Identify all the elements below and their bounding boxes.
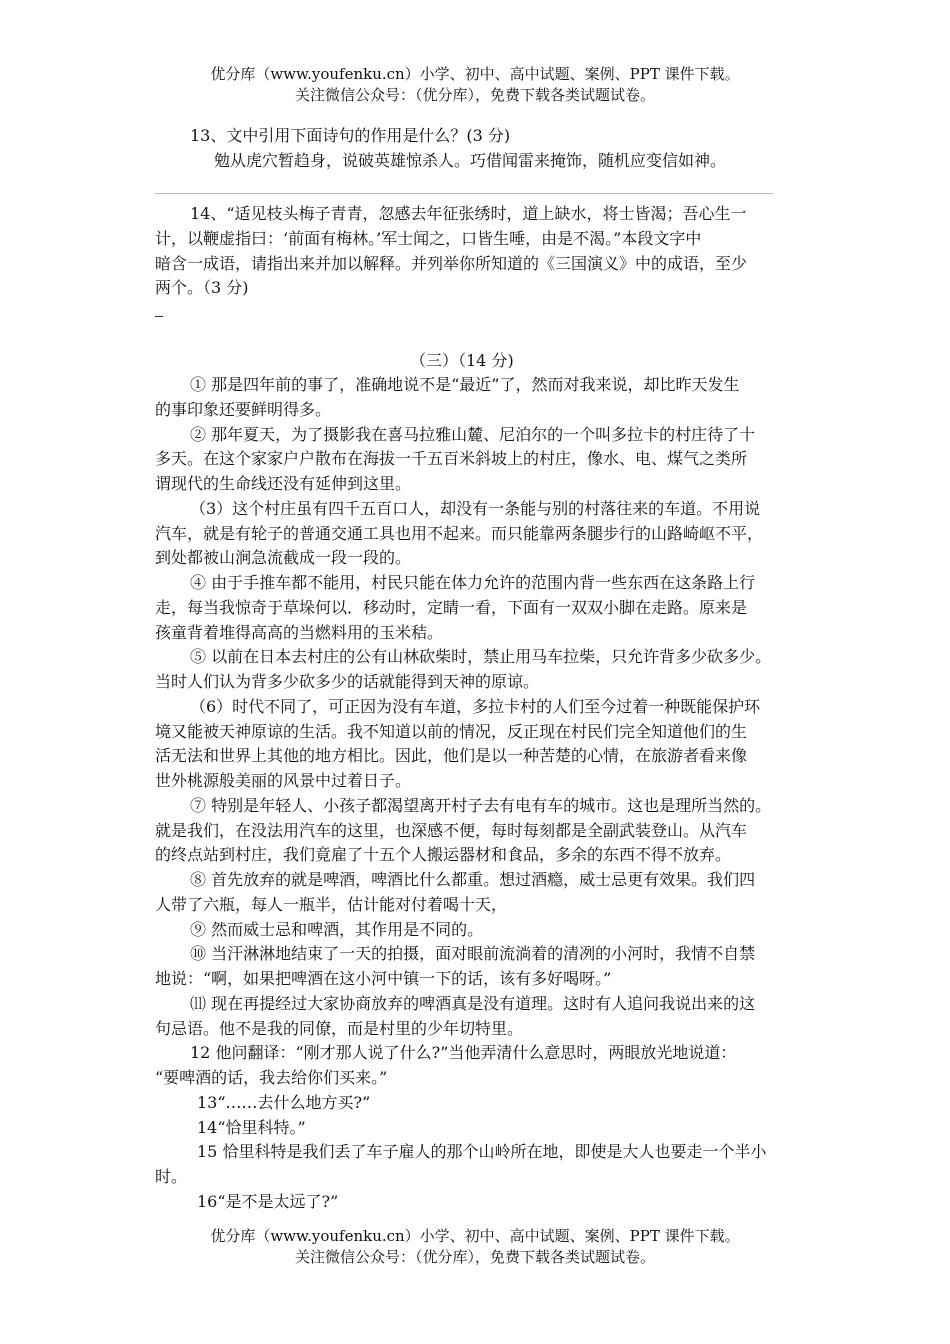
passage-line: 孩童背着堆得高高的当燃料用的玉米秸。 <box>155 623 444 642</box>
passage-line: 12 他问翻译：“刚才那人说了什么?”当他弄清什么意思时，两眼放光地说道： <box>190 1043 737 1062</box>
q14-line: 暗含一成语，请指出来并加以解释。并列举你所知道的《三国演义》中的成语，至少 <box>155 254 748 273</box>
passage-line: 谓现代的生命线还没有延伸到这里。 <box>155 474 412 493</box>
answer-blank-mark <box>155 316 163 317</box>
section3-title: （三）（14 分) <box>410 351 514 370</box>
passage-line: ⑨ 然而威士忌和啤酒，其作用是不同的。 <box>190 920 484 939</box>
passage-line: ② 那年夏天，为了摄影我在喜马拉雅山麓、尼泊尔的一个叫多拉卡的村庄待了十 <box>190 425 756 444</box>
passage-line: 的终点站到村庄，我们竟雇了十五个人搬运器材和食品，多余的东西不得不放弃。 <box>155 845 732 864</box>
passage-line: 境又能被天神原谅的生活。我不知道以前的情况，反正现在村民们完全知道他们的生 <box>155 722 748 741</box>
q14-line: 计，以鞭虚指曰：‘前面有梅林。’军士闻之，口皆生唾，由是不渴。”本段文字中 <box>155 229 702 248</box>
header-line-1: 优分库（www.youfenku.cn）小学、初中、高中试题、案例、PPT 课件下载。 <box>210 65 740 83</box>
passage-line: 句忌语。他不是我的同僚，而是村里的少年切特里。 <box>155 1019 524 1038</box>
passage-line: 16“是不是太远了?” <box>197 1192 339 1211</box>
passage-line: 时。 <box>155 1167 188 1186</box>
footer-line-1: 优分库（www.youfenku.cn）小学、初中、高中试题、案例、PPT 课件下载。 <box>210 1227 740 1245</box>
passage-line: ④ 由于手推车都不能用，村民只能在体力允许的范围内背一些东西在这条路上行 <box>190 573 756 592</box>
header-line-2: 关注微信公众号：（优分库），免费下载各类试题试卷。 <box>294 86 655 104</box>
passage-line: ① 那是四年前的事了，准确地说不是“最近”了，然而对我来说，却比昨天发生 <box>190 375 740 394</box>
passage-line: ⑧ 首先放弃的就是啤酒，啤酒比什么都重。想过酒瘾，威士忌更有效果。我们四 <box>190 870 756 889</box>
page-header <box>0 64 950 106</box>
passage-line: 就是我们，在没法用汽车的这里，也深感不便，每时每刻都是全副武装登山。从汽车 <box>155 821 748 840</box>
passage-line: 汽车，就是有轮子的普通交通工具也用不起来。而只能靠两条腿步行的山路崎岖不平， <box>155 524 764 543</box>
passage-line: 走，每当我惊奇于草垛何以．移动时，定睛一看，下面有一双双小脚在走路。原来是 <box>155 598 748 617</box>
q14-line: 14、“适见枝头梅子青青，忽感去年征张绣时，道上缺水，将士皆渴；吾心生一 <box>190 204 747 223</box>
passage-line: 当时人们认为背多少砍多少的话就能得到天神的原谅。 <box>155 672 540 691</box>
page-footer <box>0 1226 950 1268</box>
q13-poem: 勉从虎穴暂趋身，说破英雄惊杀人。巧借闻雷来掩饰，随机应变信如神。 <box>214 151 727 170</box>
passage-line: “要啤酒的话，我去给你们买来。” <box>155 1068 388 1087</box>
passage-line: （6）时代不同了，可正因为没有车道，多拉卡村的人们至今过着一种既能保护环 <box>190 697 761 716</box>
passage-line: 地说：“啊，如果把啤酒在这小河中镇一下的话，该有多好喝呀。” <box>155 969 612 988</box>
passage-line: ⑩ 当汗淋淋地结束了一天的拍摄，面对眼前流淌着的清冽的小河时，我情不自禁 <box>190 944 756 963</box>
passage-line: ⑦ 特别是年轻人、小孩子都渴望离开村子去有电有车的城市。这也是理所当然的。 <box>190 796 772 815</box>
passage-line: （3）这个村庄虽有四千五百口人，却没有一条能与别的村落往来的车道。不用说 <box>190 499 761 518</box>
q13-question: 13、文中引用下面诗句的作用是什么？(3 分) <box>190 126 511 145</box>
passage-line: 14“恰里科特。” <box>197 1118 306 1137</box>
passage-line: 的事印象还要鲜明得多。 <box>155 400 332 419</box>
q14-line: 两个。（3 分) <box>155 278 249 297</box>
passage-line: 活无法和世界上其他的地方相比。因此，他们是以一种苦楚的心情，在旅游者看来像 <box>155 746 748 765</box>
footer-line-2: 关注微信公众号：（优分库），免费下载各类试题试卷。 <box>294 1248 655 1266</box>
passage-line: 15 恰里科特是我们丢了车子雇人的那个山岭所在地，即使是大人也要走一个半小 <box>197 1142 767 1161</box>
answer-line-divider <box>155 193 773 194</box>
passage-line: 世外桃源般美丽的风景中过着日子。 <box>155 771 412 790</box>
passage-line: 多天。在这个家家户户散布在海拔一千五百米斜坡上的村庄，像水、电、煤气之类所 <box>155 449 748 468</box>
passage-line: 人带了六瓶，每人一瓶半，估计能对付着喝十天， <box>155 895 508 914</box>
passage-line: ⑾ 现在再提经过大家协商放弃的啤酒真是没有道理。这时有人追问我说出来的这 <box>190 994 756 1013</box>
passage-line: 到处都被山涧急流截成一段一段的。 <box>155 548 412 567</box>
passage-line: ⑤ 以前在日本去村庄的公有山林砍柴时，禁止用马车拉柴，只允许背多少砍多少。 <box>190 647 772 666</box>
passage-line: 13“……去什么地方买?” <box>197 1093 371 1112</box>
